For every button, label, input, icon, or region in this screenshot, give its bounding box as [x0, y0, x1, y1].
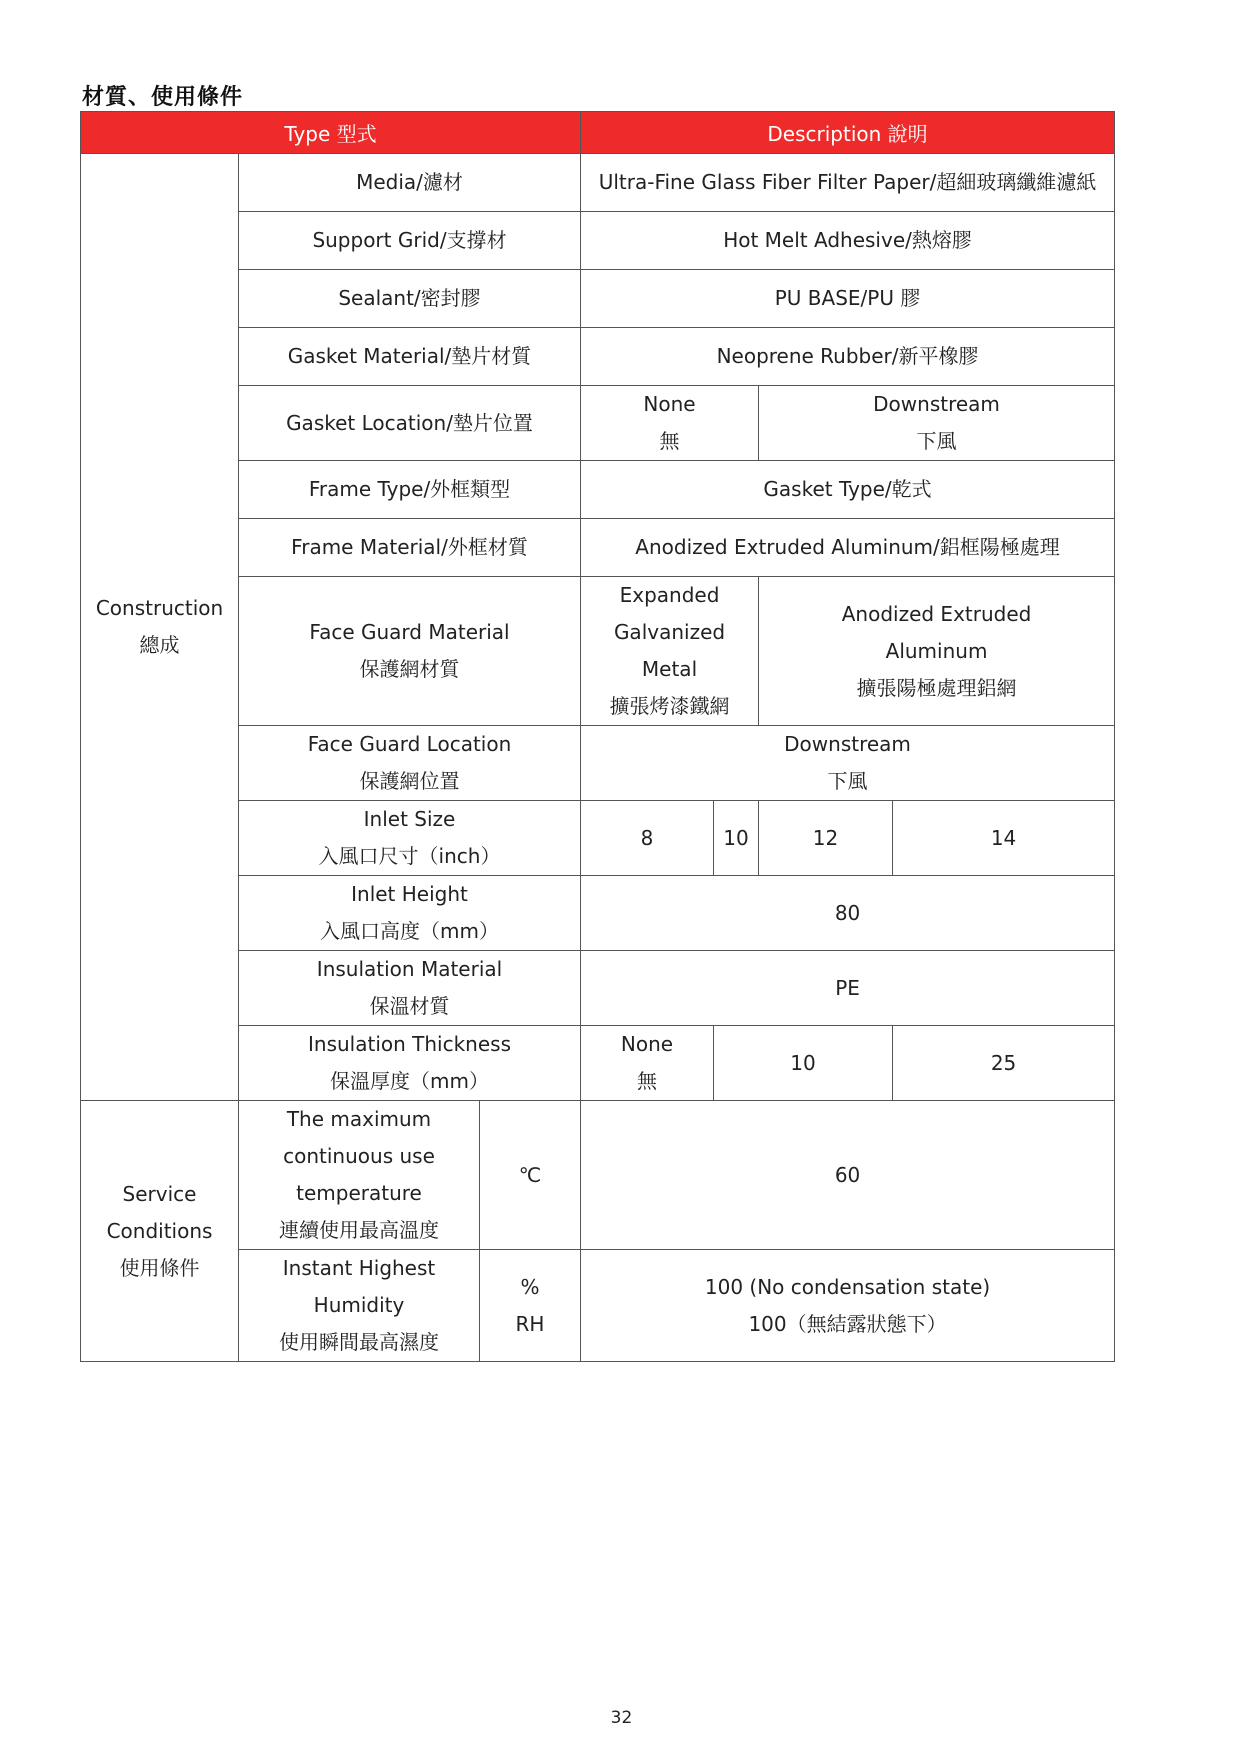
gasket-location-type: Gasket Location/墊片位置: [239, 386, 581, 461]
face-guard-material-galvanized: [581, 577, 759, 726]
max-temp-line2: continuous use: [283, 1144, 435, 1168]
face-guard-opt1-line1: Expanded: [619, 583, 720, 607]
page-number: 32: [610, 1708, 633, 1728]
insulation-thickness-none: [581, 1026, 714, 1101]
face-guard-location-desc-en: Downstream: [784, 732, 911, 756]
section-title: 材質、使用條件: [82, 85, 244, 110]
frame-material-desc: Anodized Extruded Aluminum/鋁框陽極處理: [581, 519, 1115, 577]
face-guard-location-type: [239, 726, 581, 801]
construction-label: [81, 154, 239, 1101]
table-row: [81, 154, 1115, 212]
face-guard-location-type-en: Face Guard Location: [307, 732, 512, 756]
insulation-thickness-type-zh: 保溫厚度（mm）: [330, 1069, 489, 1093]
gasket-location-downstream: [759, 386, 1115, 461]
face-guard-location-type-zh: 保護網位置: [359, 769, 460, 793]
insulation-thickness-none-zh: 無: [637, 1069, 658, 1093]
insulation-thickness-value: 25: [893, 1026, 1115, 1101]
spec-table: [80, 111, 1115, 1362]
inlet-size-value: 10: [714, 801, 759, 876]
humidity-line1: Instant Highest: [282, 1256, 436, 1280]
frame-type-type: Frame Type/外框類型: [239, 461, 581, 519]
humidity-value-zh: 100（無結露狀態下）: [748, 1311, 947, 1336]
inlet-height-type-zh: 入風口高度（mm）: [320, 919, 499, 943]
humidity-line2: Humidity: [313, 1293, 405, 1317]
face-guard-opt1-line2: Galvanized Metal: [613, 620, 726, 681]
inlet-size-type-zh: 入風口尺寸（inch）: [318, 844, 501, 868]
inlet-height-type-en: Inlet Height: [351, 882, 468, 906]
humidity-zh: 使用瞬間最高濕度: [279, 1330, 439, 1354]
sealant-type: Sealant/密封膠: [239, 270, 581, 328]
face-guard-location-desc: [581, 726, 1115, 801]
header-description: Description 說明: [581, 112, 1115, 154]
sealant-desc: PU BASE/PU 膠: [581, 270, 1115, 328]
face-guard-material-type: [239, 577, 581, 726]
gasket-material-desc: Neoprene Rubber/新平橡膠: [581, 328, 1115, 386]
insulation-thickness-type-en: Insulation Thickness: [308, 1032, 511, 1056]
insulation-material-type-en: Insulation Material: [316, 957, 503, 981]
gasket-location-downstream-zh: 下風: [916, 429, 957, 453]
support-grid-desc: Hot Melt Adhesive/熱熔膠: [581, 212, 1115, 270]
inlet-size-value: 8: [581, 801, 714, 876]
face-guard-material-type-zh: 保護網材質: [359, 657, 460, 681]
header-type: Type 型式: [81, 112, 581, 154]
table-header-row: [81, 112, 1115, 154]
face-guard-opt2-line1: Anodized Extruded: [841, 601, 1032, 626]
insulation-material-type-zh: 保溫材質: [369, 994, 450, 1018]
insulation-thickness-none-en: None: [620, 1032, 674, 1056]
humidity-unit-line1: %: [520, 1274, 540, 1299]
gasket-location-none-zh: 無: [659, 429, 680, 453]
max-temp-line1: The maximum: [286, 1107, 432, 1131]
support-grid-type: Support Grid/支撐材: [239, 212, 581, 270]
face-guard-material-type-en: Face Guard Material: [309, 620, 510, 644]
gasket-location-downstream-en: Downstream: [873, 392, 1000, 416]
face-guard-location-desc-zh: 下風: [827, 769, 868, 793]
max-temp-unit: ℃: [480, 1101, 581, 1250]
insulation-thickness-value: 10: [714, 1026, 893, 1101]
inlet-height-type: [239, 876, 581, 951]
media-type: Media/濾材: [239, 154, 581, 212]
humidity-unit-line2: RH: [515, 1311, 545, 1336]
inlet-height-desc: 80: [581, 876, 1115, 951]
construction-label-en: Construction: [95, 596, 224, 620]
max-temp-zh: 連續使用最高溫度: [279, 1218, 439, 1242]
humidity-value-en: 100 (No condensation state): [704, 1274, 991, 1299]
frame-material-type: Frame Material/外框材質: [239, 519, 581, 577]
table-row: [81, 1101, 1115, 1250]
service-label: [81, 1101, 239, 1362]
max-temp-value: 60: [581, 1101, 1115, 1250]
humidity-unit: [480, 1250, 581, 1362]
inlet-size-value: 14: [893, 801, 1115, 876]
media-desc: Ultra-Fine Glass Fiber Filter Paper/超細玻璃纖維濾紙: [581, 154, 1115, 212]
humidity-value: [581, 1250, 1115, 1362]
max-temp-type: [239, 1101, 480, 1250]
gasket-location-none: [581, 386, 759, 461]
insulation-material-desc: PE: [581, 951, 1115, 1026]
insulation-thickness-type: [239, 1026, 581, 1101]
insulation-material-type: [239, 951, 581, 1026]
inlet-size-value: 12: [759, 801, 893, 876]
service-label-zh: 使用條件: [119, 1255, 200, 1280]
gasket-location-none-en: None: [643, 392, 696, 416]
humidity-type: [239, 1250, 480, 1362]
service-label-l2: Conditions: [106, 1218, 213, 1243]
frame-type-desc: Gasket Type/乾式: [581, 461, 1115, 519]
service-label-l1: Service: [122, 1181, 197, 1206]
face-guard-opt2-zh: 擴張陽極處理鋁網: [856, 675, 1017, 700]
face-guard-material-aluminum: [759, 577, 1115, 726]
max-temp-line3: temperature: [296, 1181, 422, 1205]
face-guard-opt2-line2: Aluminum: [885, 638, 988, 663]
inlet-size-type: [239, 801, 581, 876]
inlet-size-type-en: Inlet Size: [363, 807, 456, 831]
face-guard-opt1-zh: 擴張烤漆鐵網: [609, 694, 730, 718]
construction-label-zh: 總成: [139, 633, 180, 657]
gasket-material-type: Gasket Material/墊片材質: [239, 328, 581, 386]
